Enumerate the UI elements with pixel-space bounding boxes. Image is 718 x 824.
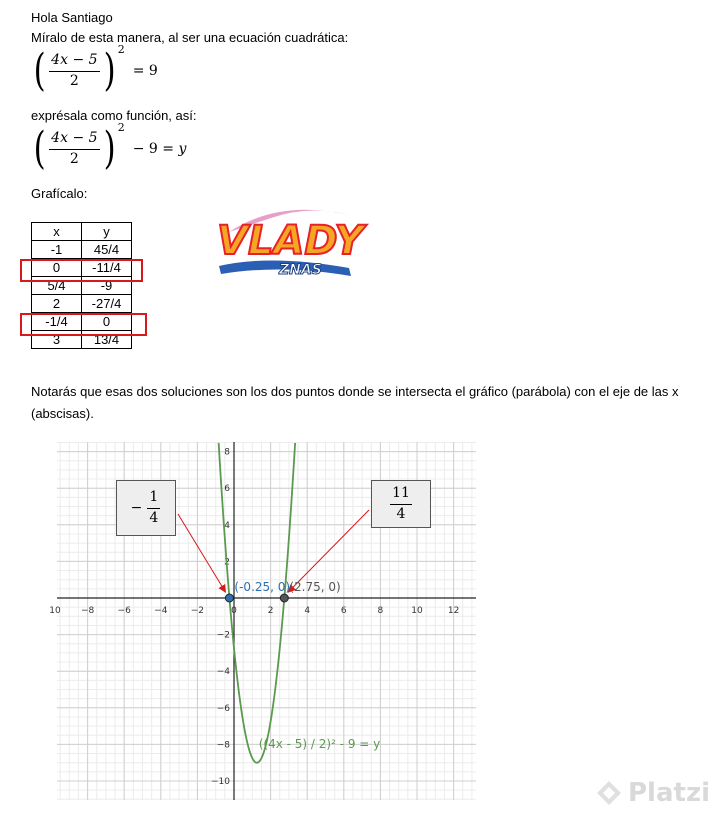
table-header-row: [32, 223, 132, 241]
table-cell: -1: [32, 241, 82, 259]
x-tick-label: 6: [340, 606, 347, 616]
parabola-curve: [216, 443, 295, 763]
table-cell: -1/4: [32, 313, 82, 331]
y-tick-label: −2: [216, 630, 230, 641]
table-cell: 3: [32, 331, 82, 349]
x-tick-label: −2: [190, 606, 205, 616]
numerator: 4x − 5: [49, 53, 99, 71]
x-tick-label: −4: [154, 606, 168, 616]
numerator: 1: [147, 490, 160, 508]
equation-rhs: = 9: [132, 63, 158, 79]
platzi-watermark: [594, 778, 710, 808]
exponent: 2: [117, 42, 125, 56]
numerator: 4x − 5: [49, 131, 99, 149]
x-tick-label: −6: [117, 606, 131, 616]
table-cell: 5/4: [32, 277, 82, 295]
denominator: 2: [69, 150, 79, 167]
numerator: 11: [390, 486, 412, 504]
logo-text: VLADY: [217, 218, 364, 264]
callout-fraction: [390, 486, 412, 522]
callout-fraction: [147, 490, 160, 526]
x-tick-label: 0: [231, 606, 237, 616]
y-tick-label: 4: [224, 520, 230, 531]
table-cell: 0: [32, 259, 82, 277]
x-tick-label: 8: [377, 606, 384, 616]
fraction: [49, 53, 99, 89]
intro-text: Míralo de esta manera, al ser una ecuación cuadrática:: [31, 30, 349, 45]
y-tick-label: −8: [216, 740, 230, 751]
x-tick-label: 4: [304, 606, 311, 616]
greeting: Hola Santiago: [31, 10, 113, 25]
table-header: y: [82, 223, 132, 241]
table-cell: -9: [82, 277, 132, 295]
table-row: [32, 241, 132, 259]
y-tick-label: −10: [211, 777, 230, 787]
table-cell: 45/4: [82, 241, 132, 259]
left-paren: (: [33, 45, 46, 96]
root-point-label: (2.75, 0): [289, 580, 341, 594]
table-row: [32, 295, 132, 313]
callout-sign: −: [130, 500, 143, 516]
left-paren: (: [33, 123, 46, 174]
table-cell: 0: [82, 313, 132, 331]
denominator: 4: [149, 509, 159, 526]
root-point-label: (-0.25, 0): [234, 580, 291, 594]
table-cell: -11/4: [82, 259, 132, 277]
table-header: x: [32, 223, 82, 241]
logo-subtext: ZNAS: [279, 262, 322, 278]
callout-neg-quarter: [116, 480, 176, 536]
equation-2: [31, 120, 187, 174]
exponent: 2: [117, 120, 125, 134]
y-tick-label: 6: [224, 484, 230, 495]
equation-rhs: − 9 = y: [132, 141, 187, 157]
highlight-box-row-neg-quarter: [20, 313, 147, 336]
platzi-logo-icon: [594, 778, 624, 808]
x-tick-label: 10: [49, 606, 61, 616]
right-paren: ): [103, 45, 116, 96]
callout-eleven-quarters: [371, 480, 431, 528]
express-text: exprésala como función, así:: [31, 108, 197, 123]
denominator: 4: [396, 505, 406, 522]
x-tick-label: 2: [267, 606, 274, 616]
root-point: [225, 594, 233, 602]
x-tick-label: 10: [411, 606, 423, 616]
x-tick-label: 12: [447, 606, 460, 616]
y-tick-label: 2: [224, 557, 230, 568]
vlady-logo: [211, 204, 363, 280]
arrow-to-neg-quarter: [178, 514, 225, 592]
right-paren: ): [103, 123, 116, 174]
y-tick-label: −6: [216, 703, 230, 714]
graph-label: Grafícalo:: [31, 186, 88, 201]
table-cell: 13/4: [82, 331, 132, 349]
table-cell: 2: [32, 295, 82, 313]
highlight-box-row-0: [20, 259, 143, 282]
table-cell: -27/4: [82, 295, 132, 313]
y-tick-label: −4: [216, 667, 230, 678]
conclusion-text: Notarás que esas dos soluciones son los dos puntos donde se intersecta el gráfico (parábola) con el eje de las x (abscisas).: [31, 384, 679, 421]
y-tick-label: 8: [224, 447, 230, 458]
equation-1: [31, 42, 158, 96]
watermark-text: Platzi: [628, 778, 710, 808]
root-point: [280, 594, 288, 602]
function-label: ((4x - 5) / 2)² - 9 = y: [258, 737, 381, 752]
x-tick-label: −8: [80, 606, 95, 616]
denominator: 2: [69, 72, 79, 89]
fraction: [49, 131, 99, 167]
